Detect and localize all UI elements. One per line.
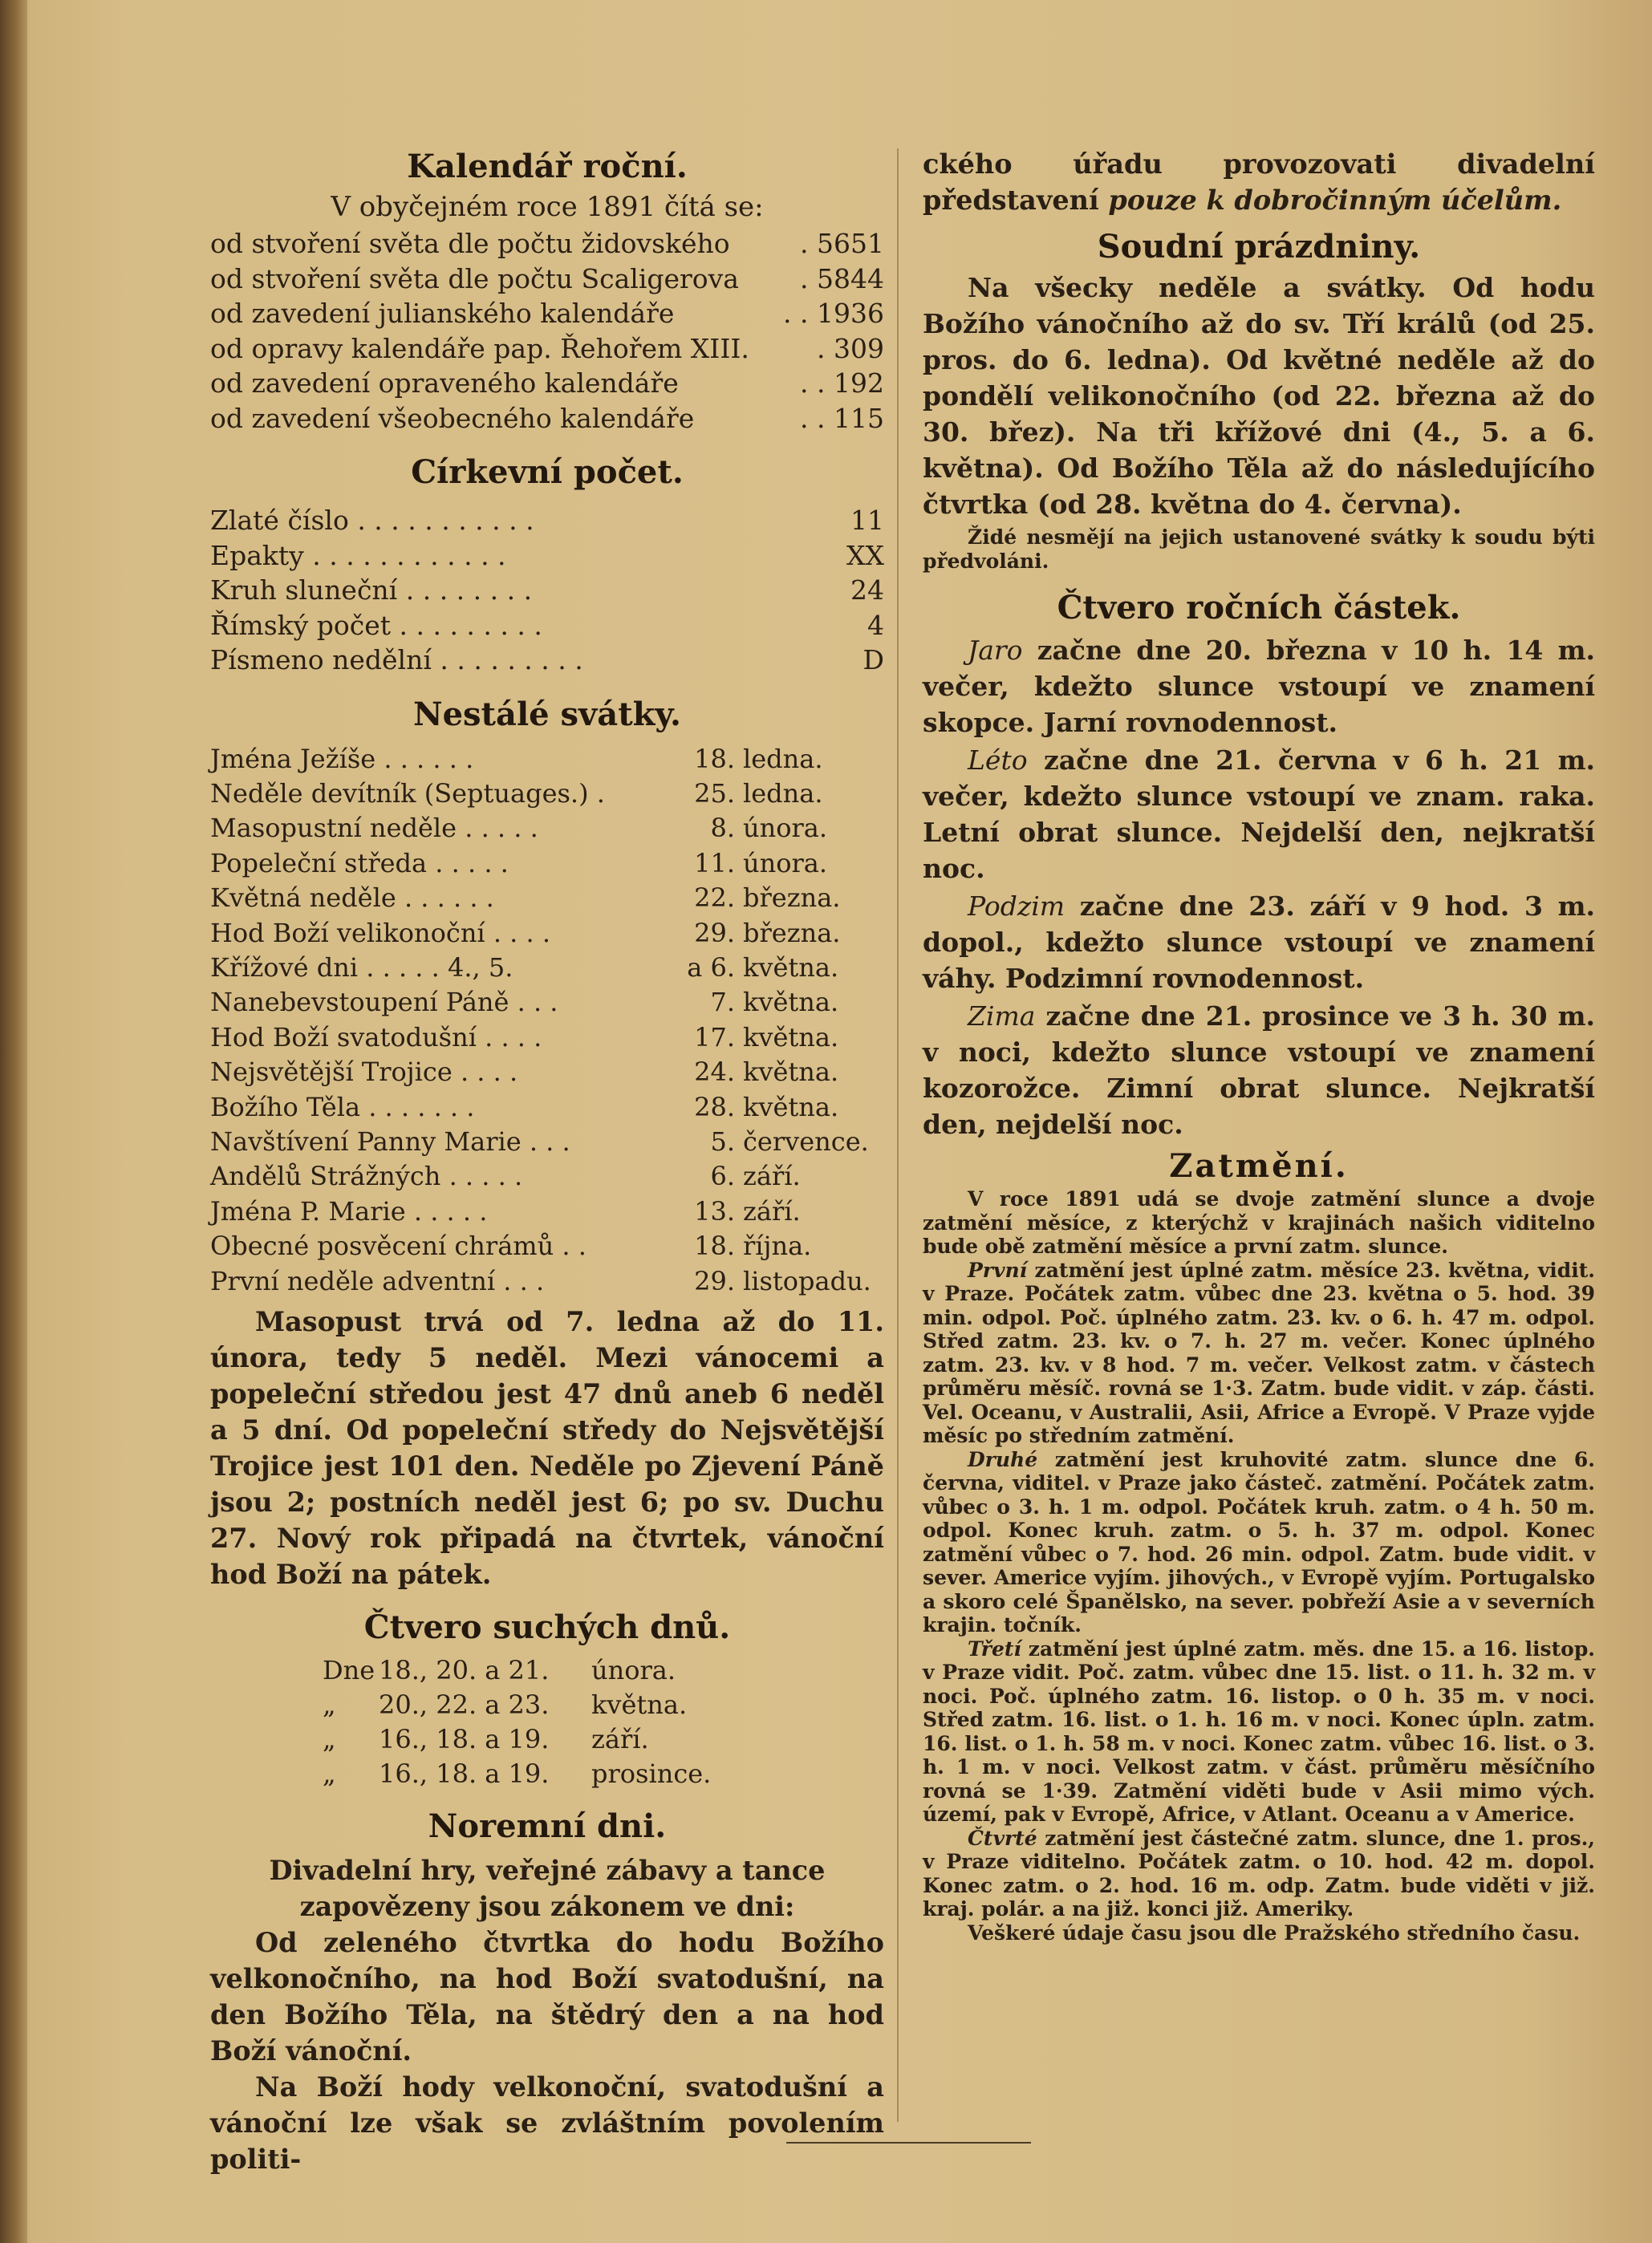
- feast-day: 22.: [694, 882, 735, 914]
- calendar-row: od opravy kalendáře pap. Řehořem XIII. . 309: [210, 332, 884, 364]
- noremni-p2: Na Boží hody velkonoční, svatodušní a vánoční lze však se zvláštním povolením politi-: [210, 2071, 884, 2175]
- season-text: začne dne 21. června v 6 h. 21 m. večer, kdežto slunce vstoupí ve znam. raka. Letní obrat slunce. Nejdelší den, nejkratší noc.: [923, 744, 1595, 884]
- eclipses-note: Veškeré údaje času jsou dle Pražského středního času.: [968, 1921, 1581, 1945]
- feast-row: [210, 742, 884, 777]
- ember-row: [323, 1757, 884, 1791]
- eclipse-name: Čtvrté: [968, 1826, 1037, 1850]
- season-paragraph: [923, 632, 1595, 740]
- eclipse-name: První: [968, 1258, 1028, 1282]
- feast-month: května.: [743, 1021, 839, 1053]
- feast-row: [210, 1055, 884, 1089]
- eclipse-text: zatmění jest kruhovité zatm. slunce dne 6. června, viditel. v Praze jako částeč. zatmění. Počátek zatm. vůbec o 3. h. 1 m. odpol. Počátek kruh. zatm. o 4 h. 50 m. odpol. Konec kruh. zatm. o 5. h. 37 m. odpol. Konec zatmění vůbec o 7. hod. 26 min. odpol. Zatm. bude vidit. v sever. Americe vyjím. jihových., v Evropě vyjím. Portugalsko a skoro celé Španělsko, na sever. pobřeží Asie a v severních krajin. točník.: [923, 1447, 1595, 1637]
- eclipse-paragraph: [923, 1259, 1595, 1448]
- feast-day: 8.: [710, 813, 735, 844]
- season-text: začne dne 23. září v 9 hod. 3 m. dopol., kdežto slunce vstoupí ve znamení váhy. Podzimní rovnodennost.: [923, 890, 1595, 994]
- feast-name: Jména P. Marie . . . . .: [210, 1195, 488, 1227]
- feast-row: [210, 1090, 884, 1125]
- season-text: začne dne 20. března v 10 h. 14 m. večer, kdežto slunce vstoupí ve znamení skopce. Jarní rovnodennost.: [923, 635, 1595, 738]
- ember-month: května.: [591, 1689, 688, 1720]
- feast-month: září.: [743, 1161, 801, 1192]
- ember-dates: 16., 18. a 19.: [379, 1758, 550, 1789]
- feast-month: ledna.: [743, 743, 823, 774]
- feast-day: 25.: [694, 777, 735, 809]
- feast-day: 7.: [710, 987, 735, 1018]
- feast-row: [210, 1264, 884, 1299]
- calendar-list: [210, 226, 884, 436]
- feast-name: Květná neděle . . . . . .: [210, 882, 494, 914]
- feast-month: května.: [743, 1091, 839, 1122]
- eclipses-title: Zatmění.: [1169, 1147, 1349, 1185]
- ember-row: [323, 1688, 884, 1722]
- feast-day: a 6.: [687, 951, 735, 983]
- feast-name: Hod Boží svatodušní . . . .: [210, 1021, 542, 1053]
- feast-row: [210, 916, 884, 951]
- feast-name: Masopustní neděle . . . . .: [210, 813, 538, 844]
- feast-name: Křížové dni . . . . . 4., 5.: [210, 951, 513, 983]
- feast-month: března.: [743, 917, 841, 948]
- feast-day: 29.: [694, 1265, 735, 1296]
- feast-name: Andělů Strážných . . . . .: [210, 1161, 523, 1192]
- church-row: Kruh sluneční . . . . . . . . 24: [210, 574, 884, 606]
- calendar-title: Kalendář roční.: [407, 148, 688, 185]
- season-name: Podzim: [968, 890, 1065, 922]
- eclipses-list: [923, 1259, 1595, 1921]
- calendar-intro: V obyčejném roce 1891 čítá se:: [331, 191, 764, 223]
- noremni-p1: Od zeleného čtvrtka do hodu Božího velkonočního, na hod Boží svatodušní, na den Božího Těla, na štědrý den a na hod Boží vánoční.: [210, 1927, 884, 2067]
- eclipse-paragraph: [923, 1637, 1595, 1827]
- ember-month: prosince.: [591, 1758, 712, 1789]
- ember-row: [323, 1722, 884, 1757]
- calendar-row: od stvoření světa dle počtu židovského . 5651: [210, 228, 884, 259]
- feast-name: Hod Boží velikonoční . . . .: [210, 917, 551, 948]
- eclipse-paragraph: [923, 1827, 1595, 1921]
- calendar-row: od zavedení všeobecného kalendáře . . 115: [210, 402, 884, 434]
- eclipse-text: zatmění jest úplné zatm. měsíce 23. května, vidit. v Praze. Počátek zatm. vůbec dne 23. května o 5. hod. 39 min. odpol. Poč. úplného zatm. 23. kv. o 6. h. 47 m. odpol. Střed zatm. 23. kv. o 7. h. 27 m. večer. Konec úplného zatm. 23. kv. v 8 hod. 7 m. večer. Velkost zatm. v částech průměru měsíč. rovná se 1·3. Zatm. bude vidit. v záp. části. Vel. Oceanu, v Australii, Asii, Africe a Evropě. V Praze vyjde měsíc po středním zatmění.: [923, 1258, 1595, 1447]
- season-name: Léto: [968, 744, 1028, 776]
- ember-month: února.: [591, 1655, 676, 1685]
- court-title: Soudní prázdniny.: [1097, 228, 1421, 266]
- feast-name: Navštívení Panny Marie . . .: [210, 1126, 570, 1157]
- church-row: Římský počet . . . . . . . . . 4: [210, 609, 884, 641]
- binding-edge: [0, 0, 27, 2243]
- feast-name: Obecné posvěcení chrámů . .: [210, 1231, 587, 1262]
- ember-dates: 16., 18. a 19.: [379, 1724, 550, 1754]
- church-list: [210, 503, 884, 678]
- church-row: Písmeno nedělní . . . . . . . . . D: [210, 644, 884, 675]
- feast-row: [210, 811, 884, 846]
- feast-name: Popeleční středa . . . . .: [210, 847, 509, 878]
- feast-day: 13.: [694, 1195, 735, 1227]
- eclipse-name: Druhé: [968, 1447, 1038, 1471]
- feast-month: ledna.: [743, 777, 823, 809]
- feast-day: 29.: [694, 917, 735, 948]
- feast-row: [210, 1229, 884, 1263]
- church-row: Zlaté číslo . . . . . . . . . . . 11: [210, 505, 884, 536]
- seasons-list: [923, 632, 1595, 1142]
- bottom-rule: [786, 2142, 1031, 2144]
- eclipse-text: zatmění jest částečné zatm. slunce, dne 1. pros., v Praze viditelno. Počátek zatm. o 10. hod. 42 m. dopol. Konec zatm. o 2. hod. 16 m. odp. Zatm. bude viděti v již. kraj. polár. a na již. konci již. Ameriky.: [923, 1826, 1595, 1921]
- feast-month: února.: [743, 847, 828, 878]
- feast-month: září.: [743, 1195, 801, 1227]
- feast-month: listopadu.: [743, 1265, 871, 1296]
- feast-name: První neděle adventní . . .: [210, 1265, 545, 1296]
- feast-day: 28.: [694, 1091, 735, 1122]
- eclipse-paragraph: [923, 1448, 1595, 1637]
- eclipse-text: zatmění jest úplné zatm. měs. dne 15. a 16. listop. v Praze vidit. Poč. zatm. vůbec dne 15. list. o 11. h. 32 m. v noci. Poč. úplného zatm. 16. listop. o 0 h. 35 m. v noci. Střed zatm. 16. list. o 1. h. 16 m. v noci. Konec úpln. zatm. 16. list. o 1. h. 58 m. v noci. Konec zatm. vůbec 16. list. o 3. h. 1 m. v noci. Velkost zatm. v část. průměru měsíčního rovná se 1·39. Zatmění viděti bude v Asii mimo vých. území, pak v Evropě, Africe, v Atlant. Oceanu a v Americe.: [923, 1637, 1595, 1826]
- feasts-title: Nestálé svátky.: [413, 695, 681, 733]
- calendar-row: od zavedení julianského kalendáře . . 1936: [210, 298, 884, 329]
- feast-day: 6.: [710, 1161, 735, 1192]
- ember-row: [323, 1653, 884, 1688]
- ember-prefix: „: [323, 1758, 336, 1789]
- feasts-note: Masopust trvá od 7. ledna až do 11. února, tedy 5 neděl. Mezi vánocemi a popeleční středou jest 47 dnů aneb 6 neděl a 5 dní. Od popeleční středy do Nejsvětější Trojice jest 101 den. Neděle po Zjevení Páně jsou 2; postních neděl jest 6; po sv. Duchu 27. Nový rok připadá na čtvrtek, vánoční hod Boží na pátek.: [210, 1306, 884, 1590]
- feast-month: července.: [743, 1126, 869, 1157]
- ember-list: [210, 1653, 884, 1791]
- feast-row: [210, 951, 884, 985]
- column-divider: [897, 148, 899, 2122]
- feast-name: Jména Ježíše . . . . . .: [210, 743, 474, 774]
- feast-row: [210, 846, 884, 881]
- feast-month: února.: [743, 813, 828, 844]
- season-name: Jaro: [968, 635, 1023, 666]
- church-row: Epakty . . . . . . . . . . . . XX: [210, 539, 884, 571]
- feast-row: [210, 881, 884, 915]
- feast-month: května.: [743, 951, 839, 983]
- feast-row: [210, 1125, 884, 1159]
- feast-row: [210, 1020, 884, 1055]
- ember-prefix: „: [323, 1689, 336, 1720]
- seasons-title: Čtvero ročních částek.: [1057, 589, 1461, 627]
- feast-day: 11.: [694, 847, 735, 878]
- feast-month: října.: [743, 1231, 812, 1262]
- calendar-row: od stvoření světa dle počtu Scaligerova . 5844: [210, 262, 884, 294]
- ember-dates: 18., 20. a 21.: [379, 1655, 550, 1685]
- ember-dates: 20., 22. a 23.: [379, 1689, 550, 1720]
- ember-month: září.: [591, 1724, 649, 1754]
- noremni-intro: Divadelní hry, veřejné zábavy a tance zapovězeny jsou zákonem ve dni:: [269, 1855, 826, 1922]
- feast-month: března.: [743, 882, 841, 914]
- feast-row: [210, 985, 884, 1020]
- court-text: Na všecky neděle a svátky. Od hodu Božího vánočního až do sv. Tří králů (od 25. pros. do 6. ledna). Od květné neděle až do pondělí velikonočního (od 22. března až do 30. břez). Na tři křížové dni (4., 5. a 6. května). Od Božího Těla až do následujícího čtvrtka (od 28. května do 4. června).: [923, 272, 1595, 520]
- church-title: Církevní počet.: [411, 453, 684, 491]
- eclipse-name: Třetí: [968, 1637, 1021, 1661]
- feast-name: Božího Těla . . . . . . .: [210, 1091, 475, 1122]
- feast-month: května.: [743, 987, 839, 1018]
- season-text: začne dne 21. prosince ve 3 h. 30 m. v noci, kdežto slunce vstoupí ve znamení kozorožce. Zimní obrat slunce. Nejkratší den, nejdelší noc.: [923, 1000, 1595, 1140]
- feast-day: 24.: [694, 1057, 735, 1088]
- feast-day: 17.: [694, 1021, 735, 1053]
- feast-month: května.: [743, 1057, 839, 1088]
- season-paragraph: [923, 998, 1595, 1142]
- season-paragraph: [923, 888, 1595, 996]
- season-paragraph: [923, 742, 1595, 886]
- feasts-list: [210, 742, 884, 1300]
- court-note: Židé nesmějí na jejich ustanovené svátky k soudu býti předvoláni.: [923, 525, 1595, 573]
- right-column: [923, 144, 1595, 1945]
- noremni-title: Noremní dni.: [428, 1807, 667, 1845]
- feast-name: Nejsvětější Trojice . . . .: [210, 1057, 518, 1088]
- left-column: [210, 144, 884, 2177]
- eclipses-intro: V roce 1891 udá se dvoje zatmění slunce a dvoje zatmění měsíce, z kterýchž v krajinách našich viditelno bude obě zatmění měsíce a první zatm. slunce.: [923, 1187, 1595, 1258]
- continued-text: ckého úřadu provozovati divadelní představení pouze k dobročinným účelům.: [923, 148, 1595, 216]
- ember-title: Čtvero suchých dnů.: [363, 1608, 731, 1646]
- calendar-row: od zavedení opraveného kalendáře . . 192: [210, 367, 884, 399]
- ember-prefix: Dne: [323, 1655, 375, 1685]
- feast-row: [210, 1195, 884, 1229]
- feast-day: 5.: [710, 1126, 735, 1157]
- feast-day: 18.: [694, 1231, 735, 1262]
- feast-row: [210, 1159, 884, 1194]
- ember-prefix: „: [323, 1724, 336, 1754]
- feast-name: Neděle devítník (Septuages.) .: [210, 777, 605, 809]
- feast-day: 18.: [694, 743, 735, 774]
- feast-name: Nanebevstoupení Páně . . .: [210, 987, 558, 1018]
- feast-row: [210, 777, 884, 811]
- season-name: Zima: [968, 1000, 1036, 1032]
